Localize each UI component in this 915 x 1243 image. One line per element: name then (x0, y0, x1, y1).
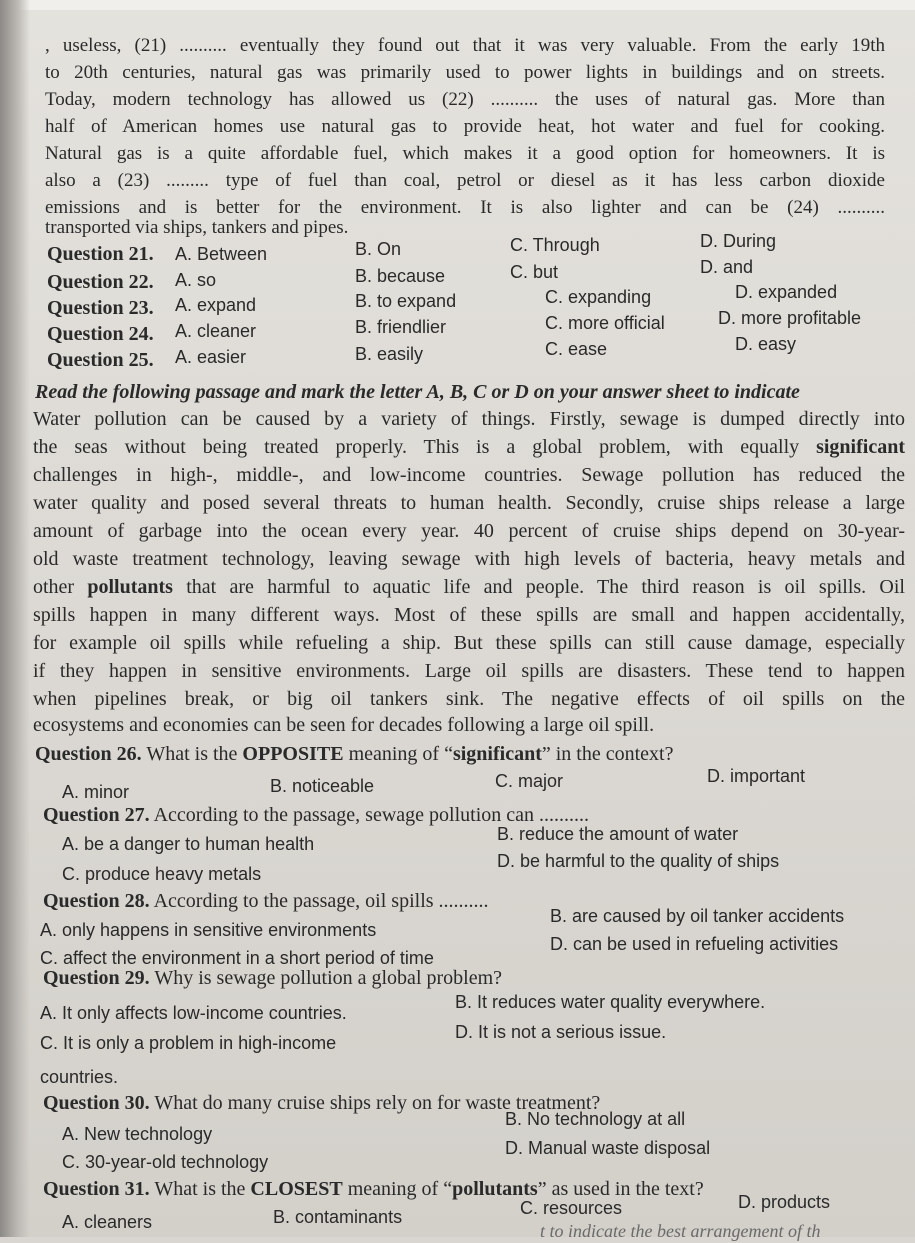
passage1-line: to 20th centuries, natural gas was primarily used to power lights in buildings and on streets. (45, 62, 885, 83)
question-25-option-a[interactable]: A. easier (175, 347, 247, 367)
passage2-line: old waste treatment technology, leaving sewage with high levels of bacteria, heavy metals and (33, 548, 905, 570)
question-26-option-a[interactable]: A. minor (62, 782, 130, 802)
question-26-option-c[interactable]: C. major (495, 771, 564, 791)
question-29-option-a[interactable]: A. It only affects low-income countries. (40, 1003, 347, 1023)
passage2-line: when pipelines break, or big oil tankers sink. The negative effects of oil spills on the (33, 688, 905, 710)
question-30-stem: Question 30. What do many cruise ships rely on for waste treatment? (43, 1092, 601, 1114)
passage2-line: other pollutants that are harmful to aquatic life and people. The third reason is oil spills. Oil (33, 576, 905, 598)
passage1-line: emissions and is better for the environment. It is also lighter and can be (24) .......... (45, 197, 885, 218)
passage2-line: water quality and posed several threats to human health. Secondly, cruise ships release a large (33, 492, 905, 514)
question-28-option-c[interactable]: C. affect the environment in a short period of time (40, 948, 434, 968)
question-31-stem: Question 31. What is the CLOSEST meaning of “pollutants” as used in the text? (43, 1178, 704, 1200)
question-21-option-c[interactable]: C. Through (510, 235, 600, 255)
question-30-option-b[interactable]: B. No technology at all (505, 1109, 686, 1129)
passage1-line: Today, modern technology has allowed us (22) .......... the uses of natural gas. More than (45, 89, 885, 110)
passage2-line: the seas without being treated properly. This is a global problem, with equally significant (33, 436, 905, 458)
question-22-option-a[interactable]: A. so (175, 270, 217, 290)
question-23-label: Question 23. (47, 297, 154, 319)
question-23-option-c[interactable]: C. expanding (545, 287, 652, 307)
question-24-option-c[interactable]: C. more official (545, 313, 665, 333)
question-25-option-b[interactable]: B. easily (355, 344, 424, 364)
question-26-option-d[interactable]: D. important (707, 766, 806, 786)
question-26-stem: Question 26. What is the OPPOSITE meaning of “significant” in the context? (35, 743, 674, 765)
question-25-option-d[interactable]: D. easy (735, 334, 797, 354)
question-29-option-c[interactable]: C. It is only a problem in high-income (40, 1033, 337, 1053)
question-21-option-b[interactable]: B. On (355, 239, 402, 259)
reading-instruction: Read the following passage and mark the letter A, B, C or D on your answer sheet to indicate (35, 381, 800, 403)
question-23-option-a[interactable]: A. expand (175, 295, 257, 315)
question-24-option-b[interactable]: B. friendlier (355, 317, 447, 337)
question-31-option-c[interactable]: C. resources (520, 1198, 623, 1218)
question-29-option-c-continued: countries. (40, 1067, 119, 1087)
question-25-option-c[interactable]: C. ease (545, 339, 608, 359)
question-27-option-b[interactable]: B. reduce the amount of water (497, 824, 739, 844)
question-27-option-d[interactable]: D. be harmful to the quality of ships (497, 851, 780, 871)
question-26-option-b[interactable]: B. noticeable (270, 776, 375, 796)
question-31-option-d[interactable]: D. products (738, 1192, 831, 1212)
question-24-option-a[interactable]: A. cleaner (175, 321, 257, 341)
question-24-label: Question 24. (47, 323, 154, 345)
question-24-option-d[interactable]: D. more profitable (718, 308, 862, 328)
passage2-line: for example oil spills while refueling a ship. But these spills can still cause damage, especially (33, 632, 905, 654)
question-27-option-a[interactable]: A. be a danger to human health (62, 834, 315, 854)
question-27-option-c[interactable]: C. produce heavy metals (62, 864, 262, 884)
question-23-option-b[interactable]: B. to expand (355, 291, 457, 311)
question-28-option-a[interactable]: A. only happens in sensitive environments (40, 920, 377, 940)
passage1-line: transported via ships, tankers and pipes. (45, 217, 349, 238)
keyword-significant: significant (816, 436, 905, 458)
question-21-option-a[interactable]: A. Between (175, 244, 268, 264)
question-31-option-b[interactable]: B. contaminants (273, 1207, 403, 1227)
question-28-option-d[interactable]: D. can be used in refueling activities (550, 934, 839, 954)
passage1-line: half of American homes use natural gas to provide heat, hot water and fuel for cooking. (45, 116, 885, 137)
question-28-option-b[interactable]: B. are caused by oil tanker accidents (550, 906, 845, 926)
question-30-option-a[interactable]: A. New technology (62, 1124, 213, 1144)
question-21-label: Question 21. (47, 243, 154, 265)
passage1-line: , useless, (21) .......... eventually they found out that it was very valuable. From the early 19th (45, 35, 885, 56)
question-30-option-c[interactable]: C. 30-year-old technology (62, 1152, 269, 1172)
passage2-line: Water pollution can be caused by a variety of things. Firstly, sewage is dumped directly into (33, 408, 905, 430)
page-top-strip (0, 0, 915, 10)
question-22-option-c[interactable]: C. but (510, 262, 559, 282)
question-21-option-d[interactable]: D. During (700, 231, 777, 251)
question-27-stem: Question 27. According to the passage, sewage pollution can .......... (43, 804, 590, 826)
question-29-option-d[interactable]: D. It is not a serious issue. (455, 1022, 667, 1042)
passage2-line: ecosystems and economies can be seen for decades following a large oil spill. (33, 714, 655, 736)
passage2-line: amount of garbage into the ocean every year. 40 percent of cruise ships depend on 30-year- (33, 520, 905, 542)
question-22-option-b[interactable]: B. because (355, 266, 446, 286)
question-28-stem: Question 28. According to the passage, oil spills .......... (43, 890, 489, 912)
passage2-line: spills happen in many different ways. Most of these spills are small and happen accidentally, (33, 604, 905, 626)
passage2-line: challenges in high-, middle-, and low-income countries. Sewage pollution has reduced the (33, 464, 905, 486)
next-instruction-fragment: t to indicate the best arrangement of th (540, 1221, 821, 1241)
question-29-option-b[interactable]: B. It reduces water quality everywhere. (455, 992, 766, 1012)
keyword-pollutants: pollutants (87, 576, 173, 598)
question-22-option-d[interactable]: D. and (700, 257, 754, 277)
passage1-line: Natural gas is a quite affordable fuel, which makes it a good option for homeowners. It is (45, 143, 885, 164)
question-29-stem: Question 29. Why is sewage pollution a global problem? (43, 967, 503, 989)
question-31-option-a[interactable]: A. cleaners (62, 1212, 153, 1232)
passage1-line: also a (23) ......... type of fuel than coal, petrol or diesel as it has less carbon dioxide (45, 170, 885, 191)
question-30-option-d[interactable]: D. Manual waste disposal (505, 1138, 711, 1158)
page-binding-shadow (0, 0, 30, 1237)
question-22-label: Question 22. (47, 271, 154, 293)
question-25-label: Question 25. (47, 349, 154, 371)
passage2-line: if they happen in sensitive environments. Large oil spills are disasters. These tend to happen (33, 660, 905, 682)
question-23-option-d[interactable]: D. expanded (735, 282, 838, 302)
